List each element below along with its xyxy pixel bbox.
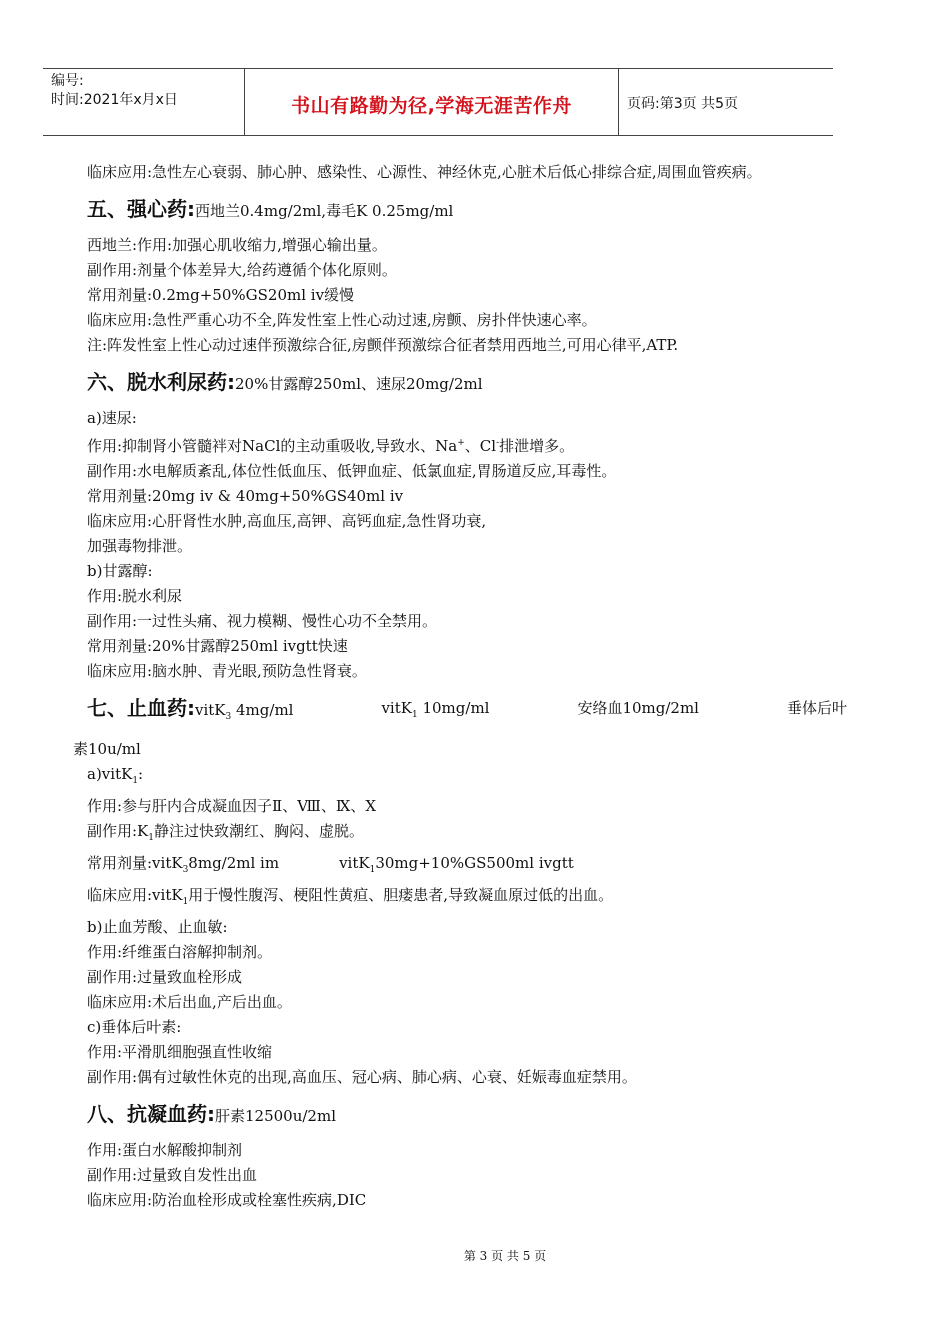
text-line: 副作用:水电解质紊乱,体位性低血压、低钾血症、低氯血症,胃肠道反应,耳毒性。 bbox=[87, 462, 617, 480]
text-run: vitK bbox=[339, 854, 370, 872]
text-run: : bbox=[138, 765, 144, 783]
header-divider bbox=[618, 69, 619, 135]
text-run: vitK bbox=[381, 699, 412, 717]
text-line bbox=[87, 851, 867, 883]
text-line: 副作用:过量致血栓形成 bbox=[87, 968, 243, 986]
text-run: 作用:抑制肾小管髓袢对NaCl的主动重吸收,导致水、Na bbox=[87, 437, 458, 455]
text-run: 常用剂量:vitK bbox=[87, 854, 183, 872]
text-line: 副作用:一过性头痛、视力模糊、慢性心功不全禁用。 bbox=[87, 612, 438, 630]
sub-heading: c)垂体后叶素: bbox=[87, 1018, 182, 1036]
text-run: 8mg/2ml im bbox=[188, 854, 280, 872]
header-motto: 书山有路勤为径,学海无涯苦作舟 bbox=[291, 95, 572, 117]
sub-heading: a)速尿: bbox=[87, 409, 137, 427]
text-line: 常用剂量:0.2mg+50%GS20ml iv缓慢 bbox=[87, 286, 355, 304]
subscript: 1 bbox=[132, 776, 139, 786]
subscript: 1 bbox=[411, 710, 418, 720]
section-title: 五、强心药: bbox=[87, 197, 195, 221]
subscript: 3 bbox=[182, 865, 189, 875]
note-line: 注:阵发性室上性心动过速伴预激综合征,房颤伴预激综合征者禁用西地兰,可用心律平,ATP. bbox=[87, 336, 679, 354]
section-heading bbox=[87, 692, 847, 733]
section-heading bbox=[87, 193, 867, 227]
sub-heading: b)止血芳酸、止血敏: bbox=[87, 918, 228, 936]
text-run: a)vitK bbox=[87, 765, 133, 783]
text-run: 4mg/ml bbox=[231, 701, 294, 719]
text-line: 临床应用:急性严重心功不全,阵发性室上性心动过速,房颤、房扑伴快速心率。 bbox=[87, 311, 597, 329]
text-line: 临床应用:心肝肾性水肿,高血压,高钾、高钙血症,急性肾功衰, bbox=[87, 512, 487, 530]
text-line bbox=[87, 883, 867, 915]
subscript: 1 bbox=[369, 865, 376, 875]
text-line: 临床应用:脑水肿、青光眼,预防急性肾衰。 bbox=[87, 662, 367, 680]
subscript: 1 bbox=[182, 897, 189, 907]
section-desc: 安络血10mg/2ml bbox=[577, 699, 699, 717]
section-desc: 20%甘露醇250ml、速尿20mg/2ml bbox=[235, 375, 483, 393]
page-footer: 第 3 页 共 5 页 bbox=[463, 1249, 547, 1263]
section-heading bbox=[87, 1098, 867, 1132]
time-label: 时间:2021年x月x日 bbox=[51, 92, 178, 108]
text-run: 副作用:K bbox=[87, 822, 149, 840]
section-title: 八、抗凝血药: bbox=[87, 1102, 215, 1126]
text-run: vitK bbox=[195, 701, 226, 719]
text-run: 、Cl bbox=[464, 437, 497, 455]
text-line: 常用剂量:20%甘露醇250ml ivgtt快速 bbox=[87, 637, 348, 655]
sub-heading: b)甘露醇: bbox=[87, 562, 153, 580]
section-title: 六、脱水利尿药: bbox=[87, 370, 235, 394]
text-line bbox=[87, 819, 867, 851]
text-line: 副作用:剂量个体差异大,给药遵循个体化原则。 bbox=[87, 261, 397, 279]
section-head-run bbox=[87, 692, 293, 733]
section-title: 七、止血药: bbox=[87, 696, 195, 720]
text-line: 西地兰:作用:加强心肌收缩力,增强心输出量。 bbox=[87, 236, 387, 254]
text-line: 副作用:过量致自发性出血 bbox=[87, 1166, 258, 1184]
section-heading bbox=[87, 366, 867, 400]
text-run: 静注过快致潮红、胸闷、虚脱。 bbox=[154, 822, 365, 840]
document-body bbox=[73, 160, 867, 1213]
text-run: 用于慢性腹泻、梗阻性黄疸、胆瘘患者,导致凝血原过低的出血。 bbox=[188, 886, 614, 904]
text-line: 作用:蛋白水解酸抑制剂 bbox=[87, 1141, 243, 1159]
page-header bbox=[43, 68, 833, 136]
sub-heading bbox=[87, 762, 867, 794]
section-desc-continued: 素10u/ml bbox=[73, 740, 141, 758]
text-run: 临床应用:vitK bbox=[87, 886, 183, 904]
text-line: 加强毒物排泄。 bbox=[87, 537, 193, 555]
text-run: 30mg+10%GS500ml ivgtt bbox=[375, 854, 574, 872]
subscript: 3 bbox=[225, 712, 232, 722]
superscript: + bbox=[457, 438, 465, 448]
text-line: 作用:脱水利尿 bbox=[87, 587, 183, 605]
text-run: 排泄增多。 bbox=[499, 437, 575, 455]
text-run: 10mg/ml bbox=[417, 699, 490, 717]
text-line: 作用:纤维蛋白溶解抑制剂。 bbox=[87, 943, 273, 961]
section-desc bbox=[381, 692, 489, 733]
superscript: - bbox=[496, 438, 500, 448]
text-line: 副作用:偶有过敏性休克的出现,高血压、冠心病、肺心病、心衰、妊娠毒血症禁用。 bbox=[87, 1068, 637, 1086]
text-line: 临床应用:防治血栓形成或栓塞性疾病,DIC bbox=[87, 1191, 367, 1209]
section-desc: 肝素12500u/2ml bbox=[215, 1107, 336, 1125]
section-desc: 西地兰0.4mg/2ml,毒毛K 0.25mg/ml bbox=[195, 202, 454, 220]
text-line: 临床应用:术后出血,产后出血。 bbox=[87, 993, 292, 1011]
text-line bbox=[87, 431, 867, 459]
text-line: 作用:平滑肌细胞强直性收缩 bbox=[87, 1043, 273, 1061]
header-meta bbox=[51, 72, 243, 110]
section-desc: 垂体后叶 bbox=[786, 699, 847, 717]
text-line: 作用:参与肝内合成凝血因子Ⅱ、Ⅷ、Ⅸ、Ⅹ bbox=[87, 797, 377, 815]
header-page-label: 页码:第3页 共5页 bbox=[627, 96, 738, 112]
section-desc bbox=[195, 701, 294, 722]
subscript: 1 bbox=[148, 833, 154, 843]
clinical-text: 临床应用:急性左心衰弱、肺心肿、感染性、心源性、神经休克,心脏术后低心排综合症,周围血管疾病。 bbox=[87, 163, 762, 181]
code-label: 编号: bbox=[51, 73, 84, 89]
text-line: 常用剂量:20mg iv & 40mg+50%GS40ml iv bbox=[87, 487, 404, 505]
